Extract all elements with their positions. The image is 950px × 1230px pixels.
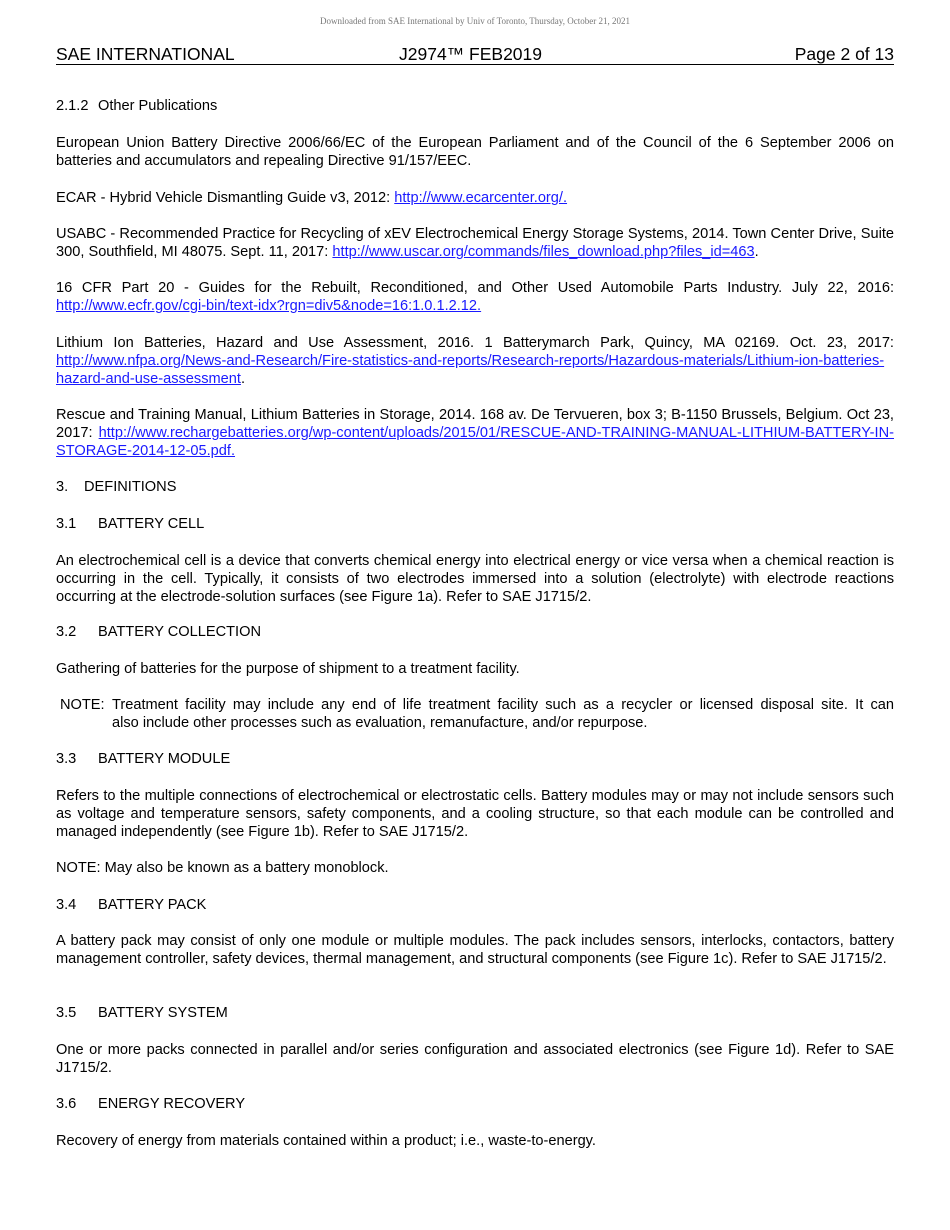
- ref-text: Lithium Ion Batteries, Hazard and Use Assessment, 2016. 1 Batterymarch Park, Quincy, MA 02169. Oct. 23, 2017:: [56, 335, 894, 351]
- section-number: 3.3: [56, 751, 77, 767]
- section-title: DEFINITIONS: [84, 479, 177, 495]
- section-number: 3.6: [56, 1096, 77, 1112]
- ref-text: ECAR - Hybrid Vehicle Dismantling Guide v3, 2012:: [56, 190, 395, 206]
- ref-usabc: [56, 225, 894, 261]
- heading-3-3: [56, 750, 230, 768]
- section-number: 3.5: [56, 1005, 77, 1021]
- ref-end: .: [240, 371, 246, 387]
- def-battery-module: Refers to the multiple connections of electrochemical or electrostatic cells. Battery modules may or may not include sensors such as voltage and temperature sensors, safety components, and a cooling structure, so that each module can be controlled and managed independently (see Figure 1b). Refer to SAE J1715/2.: [56, 788, 894, 840]
- ref-ecar: [56, 189, 894, 207]
- section-title: Other Publications: [98, 98, 218, 114]
- ecar-link[interactable]: http://www.ecarcenter.org/.: [394, 190, 568, 206]
- note-battery-module: NOTE: May also be known as a battery monoblock.: [56, 860, 389, 876]
- section-title: BATTERY PACK: [98, 897, 207, 913]
- def-battery-system: One or more packs connected in parallel and/or series configuration and associated electronics (see Figure 1d). Refer to SAE J1715/2.: [56, 1042, 894, 1076]
- ref-rescue-manual: [56, 406, 894, 460]
- ref-text: USABC - Recommended Practice for Recycling of xEV Electrochemical Energy Storage Systems, 2014. Town Center Drive, Suite 300, Southfield, MI 48075. Sept. 11, 2017:: [56, 226, 894, 260]
- cfr-link[interactable]: http://www.ecfr.gov/cgi-bin/text-idx?rgn=div5&node=16:1.0.1.2.12.: [56, 298, 482, 314]
- ref-cfr: [56, 279, 894, 315]
- heading-3-2: [56, 623, 261, 641]
- section-title: BATTERY MODULE: [98, 751, 231, 767]
- section-number: 2.1.2: [56, 98, 89, 114]
- def-battery-collection: Gathering of batteries for the purpose of shipment to a treatment facility.: [56, 661, 520, 677]
- note-line-2: also include other processes such as evaluation, remanufacture, and/or repurpose.: [112, 715, 648, 731]
- ref-text: 16 CFR Part 20 - Guides for the Rebuilt, Reconditioned, and Other Used Automobile Parts Industry. July 22, 2016:: [56, 280, 894, 296]
- heading-3-1: [56, 515, 204, 533]
- ref-lithium-ion: [56, 334, 894, 388]
- page-header: [56, 44, 894, 65]
- section-number: 3.4: [56, 897, 77, 913]
- section-number: 3.2: [56, 624, 77, 640]
- section-title: ENERGY RECOVERY: [98, 1096, 246, 1112]
- note-label: NOTE:: [60, 697, 105, 713]
- ref-end: .: [754, 244, 759, 260]
- heading-3: [56, 478, 176, 496]
- def-energy-recovery: Recovery of energy from materials contained within a product; i.e., waste-to-energy.: [56, 1133, 596, 1149]
- ref-text: Rescue and Training Manual, Lithium Batteries in Storage, 2014. 168 av. De Tervueren, box 3; B-1150 Brussels, Belgium. Oct 23, 2017:: [56, 407, 894, 441]
- header-doc-id: J2974™ FEB2019: [399, 44, 543, 64]
- heading-3-5: [56, 1004, 228, 1022]
- section-number: 3.1: [56, 516, 77, 532]
- section-number: 3.: [56, 479, 69, 495]
- section-title: BATTERY COLLECTION: [98, 624, 262, 640]
- heading-2-1-2: [56, 97, 217, 115]
- header-org: SAE INTERNATIONAL: [56, 44, 235, 64]
- heading-3-6: [56, 1095, 245, 1113]
- section-title: BATTERY CELL: [98, 516, 205, 532]
- usabc-link[interactable]: http://www.uscar.org/commands/files_download.php?files_id=463: [332, 244, 755, 260]
- header-page-number: Page 2 of 13: [794, 44, 894, 64]
- download-watermark: Downloaded from SAE International by Univ of Toronto, Thursday, October 21, 2021: [320, 16, 630, 26]
- def-battery-cell: An electrochemical cell is a device that converts chemical energy into electrical energy or vice versa when a chemical reaction is occurring in the cell. Typically, it consists of two electrodes immersed into a solution (electrolyte) with electrode reactions occurring at the electrode-solution surfaces (see Figure 1a). Refer to SAE J1715/2.: [56, 553, 894, 605]
- nfpa-link[interactable]: http://www.nfpa.org/News-and-Research/Fire-statistics-and-reports/Research-reports/Hazardous-materials/Lithium-ion-batteries-hazard-and-use-assessment: [56, 353, 885, 387]
- note-line-1: Treatment facility may include any end of life treatment facility such as a recycler or licensed disposal site. It can: [112, 697, 894, 713]
- rechargebatteries-link[interactable]: http://www.rechargebatteries.org/wp-content/uploads/2015/01/RESCUE-AND-TRAINING-MANUAL-LITHIUM-BATTERY-IN-STORAGE-2014-12-05.pdf.: [56, 425, 894, 459]
- def-battery-pack: A battery pack may consist of only one module or multiple modules. The pack includes sensors, interlocks, contactors, battery management controller, safety devices, thermal management, and structural components (see Figure 1c). Refer to SAE J1715/2.: [56, 933, 894, 967]
- heading-3-4: [56, 896, 206, 914]
- section-title: BATTERY SYSTEM: [98, 1005, 228, 1021]
- ref-eu-directive: European Union Battery Directive 2006/66/EC of the European Parliament and of the Council of the 6 September 2006 on batteries and accumulators and repealing Directive 91/157/EEC.: [56, 135, 894, 169]
- note-battery-collection: [60, 696, 894, 732]
